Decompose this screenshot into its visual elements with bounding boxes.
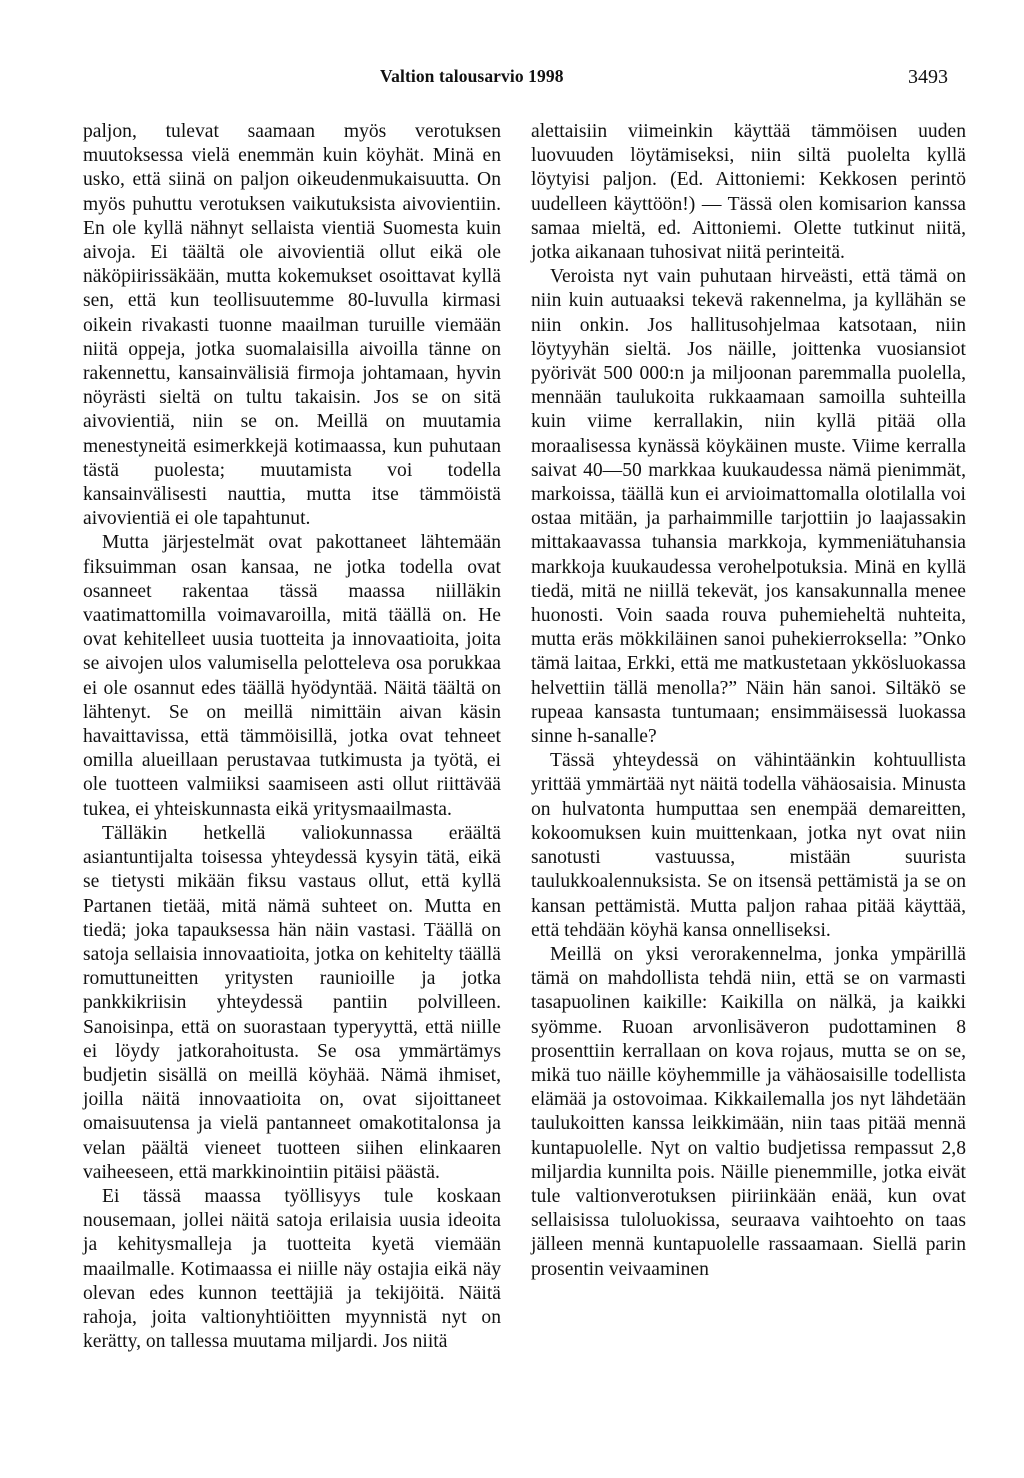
- left-column: [83, 120, 501, 1354]
- right-column: [531, 120, 966, 1282]
- paragraph: Ei tässä maassa työllisyys tule koskaan nousemaan, jollei näitä satoja erilaisia uusia ideoita ja kehitysmalleja ja tuotteita kyetä viemään maailmalle. Kotimaassa ei niille näy ostajia eikä näy olevan edes kunnon teettäjiä ja tekijöitä. Näitä rahoja, joita valtionyhtiöitten myynnistä nyt on kerätty, on tallessa muutama miljardi. Jos niitä: [83, 1185, 501, 1353]
- paragraph: paljon, tulevat saamaan myös verotuksen muutoksessa vielä enemmän kuin köyhät. Minä en usko, että siinä on paljon oikeudenmukaisuutta. On myös puhuttu verotuksen vaikutuksista aivovientiin. En ole kyllä nähnyt sellaista vientiä Suomesta kuin aivoja. Ei täältä ole aivovientiä ollut eikä ole näköpiirissäkään, mutta kokemukset osoittavat kyllä sen, että kun teollisuutemme 80-luvulla kirmasi oikein rivakasti tuonne maailman turuille viemään niitä oppeja, jotka suomalaisilla aivoilla tänne on rakennettu, kansainvälisiä firmoja johtamaan, hyvin nöyrästi sieltä on tultu takaisin. Jos se on sitä aivovientiä, niin se on. Meillä on muutamia menestyneitä esimerkkejä kotimaassa, kun puhutaan tästä puolesta; muutamista voi todella kansainvälisesti nauttia, mutta itse tämmöistä aivovientiä ei ole tapahtunut.: [83, 121, 501, 530]
- paragraph: Meillä on yksi verorakennelma, jonka ympärillä tämä on mahdollista tehdä niin, että se on varmasti tasapuolinen kaikille: Kaikilla on nälkä, ja kaikki syömme. Ruoan arvonlisäveron pudottaminen 8 prosenttiin kerrallaan on kova rojaus, mutta se on se, mikä tuo näille köyhemmille ja vähäosaisille todellista elämää ja ostovoimaa. Kikkailemalla jos nyt lähdetään taulukoitten kanssa leikkimään, niin taas pitää mennä kuntapuolelle. Nyt on valtio budjetissa rempassut 2,8 miljardia kunnilta pois. Näille pienemmille, jotka eivät tule valtionverotuksen piiriinkään enää, kun ovat sellaisissa tuloluokissa, seuraava vaihtoehto on taas jälleen mennä kuntapuolelle rassaamaan. Siellä parin prosentin veivaaminen: [531, 943, 966, 1280]
- paragraph: Tässä yhteydessä on vähintäänkin kohtuullista yrittää ymmärtää nyt näitä todella vähäosaisia. Minusta on hulvatonta humputtaa sen enempää demareitten, kokoomuksen kuin muittenkaan, jotka nyt ovat niin sanotusti vastuussa, mistään suurista taulukkoalennuksista. Se on itsensä pettämistä ja se on kansan pettämistä. Mutta paljon rahaa pitää käyttää, että tehdään köyhä kansa onnelliseksi.: [531, 750, 966, 941]
- page-number: 3493: [908, 66, 948, 88]
- running-title: Valtion talousarvio 1998: [380, 66, 564, 86]
- paragraph: alettaisiin viimeinkin käyttää tämmöisen uuden luovuuden löytämiseksi, niin siltä puolelta kyllä löytyisi paljon. (Ed. Aittoniemi: Kekkosen perintö uudelleen käyttöön!) — Tässä olen komisarion kanssa samaa mieltä, ed. Aittoniemi. Olette tutkinut niitä, jotka aikanaan tuhosivat niitä perinteitä.: [531, 121, 966, 264]
- paragraph: Mutta järjestelmät ovat pakottaneet lähtemään fiksuimman osan kansaa, ne jotka todella ovat osanneet rakentaa tässä maassa niilläkin vaatimattomilla voimavaroilla, mitä täällä on. He ovat kehitelleet uusia tuotteita ja innovaatioita, joita se aivojen ulos valumisella pelotteleva osa porukkaa ei ole osannut edes täällä hyödyntää. Näitä täältä on lähtenyt. Se on meillä nimittäin aivan käsin havaittavissa, että tämmöisillä, jotka ovat tehneet omilla alueillaan perustavaa tutkimusta ja työtä, ei ole tuotteen valmiiksi saamiseen asti ollut riittävää tukea, ei yhteiskunnasta eikä yritysmaailmasta.: [83, 532, 501, 820]
- paragraph: Veroista nyt vain puhutaan hirveästi, että tämä on niin kuin autuaaksi tekevä rakennelma, ja kyllähän se niin onkin. Jos hallitusohjelmaa katsotaan, niin löytyyhän sieltä. Jos näille, joittenka vuosiansiot pyörivät 500 000:n ja miljoonan paremmalla puolella, mennään taulukoita rukkaamaan samoilla suhteilla kuin viime kerrallakin, niin kyllä pitää olla moraalisessa kynässä köykäinen muste. Viime kerralla saivat 40—50 markkaa kuukaudessa nämä pienimmät, markoissa, täällä kun ei arvioimattomalla olotilalla voi ostaa mitään, ja parhaimmille tarjottiin jo laajassakin mittakaavassa tuhansia markkoja, kymmeniätuhansia markkoja kuukaudessa verohelpotuksia. Minä en kyllä tiedä, mitä ne niillä tekevät, jos kansakunnalla menee huonosti. Voin saada rouva puhemieheltä nuhteita, mutta eräs mökkiläinen sanoi puhekierroksella: ”Onko tämä laitaa, Erkki, että me matkustetaan ykkösluokassa helvettiin tällä menolla?” Näin hän sanoi. Siltäkö se rupeaa kansasta tuntumaan; ensimmäisessä luokassa sinne h-sanalle?: [531, 266, 966, 748]
- page-header: [0, 66, 1024, 96]
- paragraph: Tälläkin hetkellä valiokunnassa eräältä asiantuntijalta toisessa yhteydessä kysyin tätä, eikä se tietysti mikään fiksu vastaus ollut, että kyllä Partanen tietää, mitä nämä suhteet on. Mutta en tiedä; joka tapauksessa hän näin vastasi. Täällä on satoja sellaisia innovaatioita, jotka on kehitelty täällä romuttuneitten yritysten raunioille ja jotka pankkikriisin yhteydessä pantiin polvilleen. Sanoisinpa, että on suorastaan typeryyttä, että niille ei löydy jatkorahoitusta. Se osa ymmärtämys budjetin sisällä on meillä köyhää. Nämä ihmiset, joilla näitä innovaatioita on, ovat sijoittaneet omaisuutensa ja vielä pantanneet omakotitalonsa ja velan päältä vieneet tuotteen siihen elinkaaren vaiheeseen, että markkinointiin pitäisi päästä.: [83, 822, 501, 1183]
